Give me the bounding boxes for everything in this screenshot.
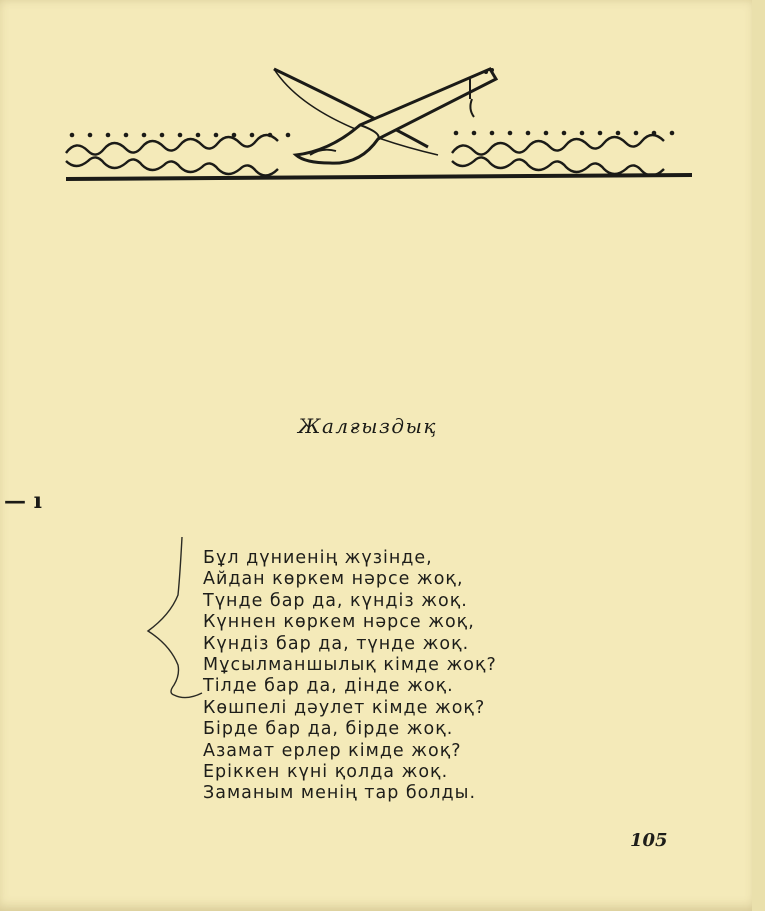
- poem-line: Тілде бар да, дінде жоқ.: [203, 676, 454, 697]
- poem-line: Заманым менің тар болды.: [203, 783, 477, 804]
- margin-mark: — ı: [4, 488, 43, 514]
- page-edge: [752, 0, 765, 911]
- poem-line: Еріккен күні қолда жоқ.: [203, 762, 449, 783]
- poem-text: [203, 548, 497, 805]
- poem-line: Азамат ерлер кімде жоқ?: [203, 740, 462, 761]
- poem-line: Бұл дүниенің жүзінде,: [203, 548, 433, 568]
- page-number: 105: [630, 830, 668, 851]
- poem-line: Бірде бар да, бірде жоқ.: [203, 719, 454, 740]
- poem-line: Айдан көркем нәрсе жоқ,: [203, 569, 464, 590]
- handwritten-bracket-mark: [140, 535, 210, 705]
- poem-line: Күннен көркем нәрсе жоқ,: [203, 612, 475, 633]
- poem-line: Күндіз бар да, түнде жоқ.: [203, 633, 470, 654]
- poem-line: Мұсылманшылық кімде жоқ?: [203, 655, 497, 676]
- poem-line: Көшпелі дәулет кімде жоқ?: [203, 697, 486, 718]
- poem-title: Жалғыздық: [298, 414, 437, 438]
- poem-line: Түнде бар да, күндіз жоқ.: [203, 590, 468, 611]
- dombra-ornament-icon: [60, 55, 700, 195]
